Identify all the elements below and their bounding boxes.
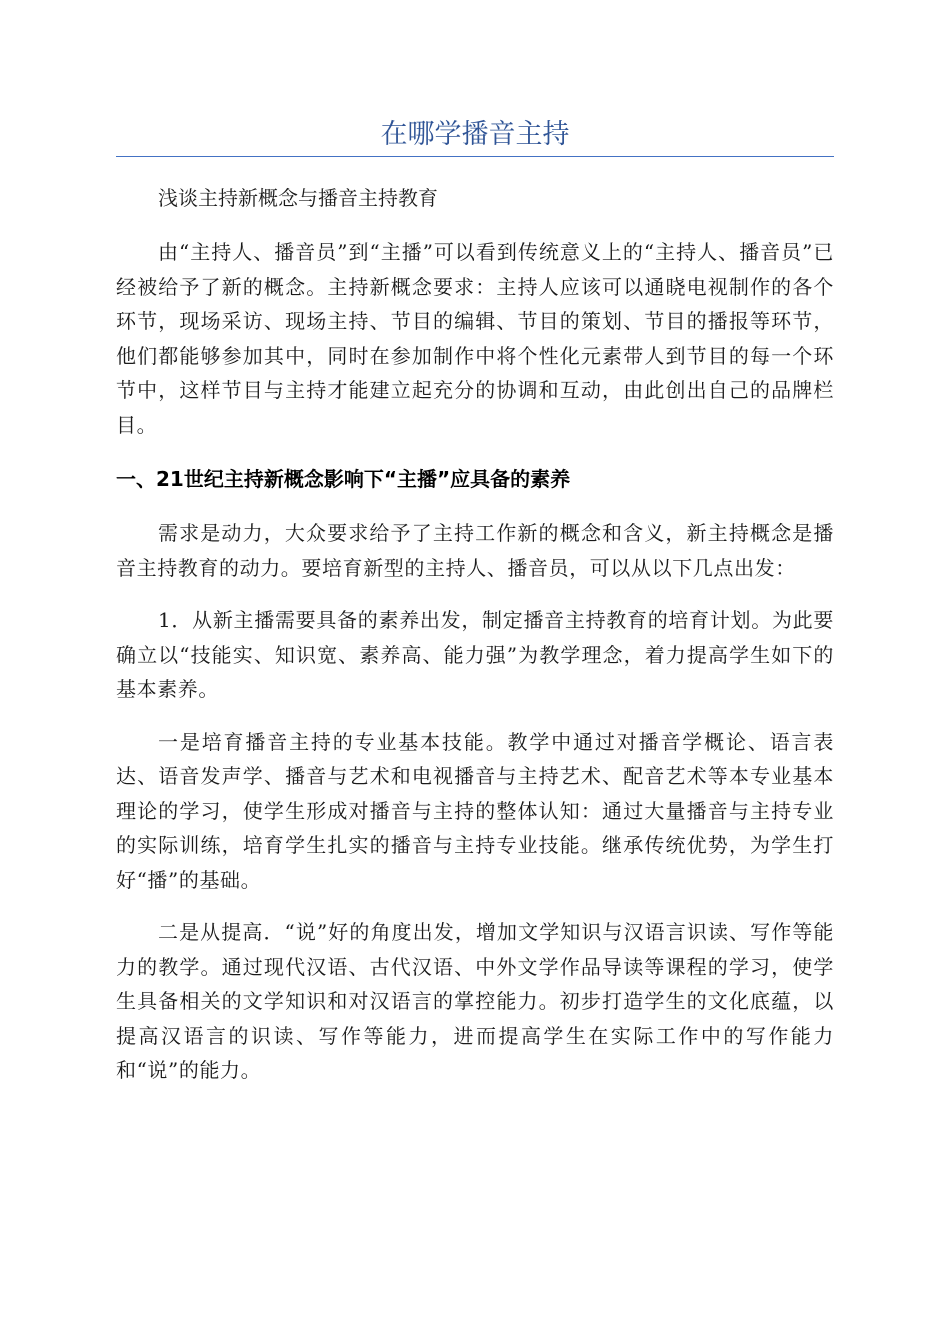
document-subtitle: 浅谈主持新概念与播音主持教育: [158, 186, 438, 210]
page-title: 在哪学播音主持: [380, 119, 570, 150]
title-underline: [116, 156, 834, 157]
paragraph-demand: 需求是动力，大众要求给予了主持工作新的概念和含义，新主持概念是播音主持教育的动力。要培育新型的主持人、播音员，可以从以下几点出发：: [116, 521, 834, 580]
paragraph-skill: 一是培育播音主持的专业基本技能。教学中通过对播音学概论、语言表达、语音发声学、播音与艺术和电视播音与主持艺术、配音艺术等本专业基本理论的学习，使学生形成对播音与主持的整体认知：通过大量播音与主持专业的实际训练，培育学生扎实的播音与主持专业技能。继承传统优势，为学生打好“播”的基础。: [116, 729, 834, 892]
section-heading: 一、21世纪主持新概念影响下“主播”应具备的素养: [116, 467, 571, 491]
paragraph-point-1: 1．从新主播需要具备的素养出发，制定播音主持教育的培育计划。为此要确立以“技能实、知识宽、素养高、能力强”为教学理念，着力提高学生如下的基本素养。: [116, 608, 834, 701]
paragraph-intro: 由“主持人、播音员”到“主播”可以看到传统意义上的“主持人、播音员”已经被给予了新的概念。主持新概念要求：主持人应该可以通晓电视制作的各个环节，现场采访、现场主持、节目的编辑、节目的策划、节目的播报等环节，他们都能够参加其中，同时在参加制作中将个性化元素带人到节目的每一个环节中，这样节目与主持才能建立起充分的协调和互动，由此创出自己的品牌栏目。: [116, 240, 834, 437]
document-page: [116, 0, 834, 1088]
paragraph-speaking: 二是从提高．“说”好的角度出发，增加文学知识与汉语言识读、写作等能力的教学。通过现代汉语、古代汉语、中外文学作品导读等课程的学习，使学生具备相关的文学知识和对汉语言的掌控能力。初步打造学生的文化底蕴，以提高汉语言的识读、写作等能力，进而提高学生在实际工作中的写作能力和“说”的能力。: [116, 920, 834, 1082]
